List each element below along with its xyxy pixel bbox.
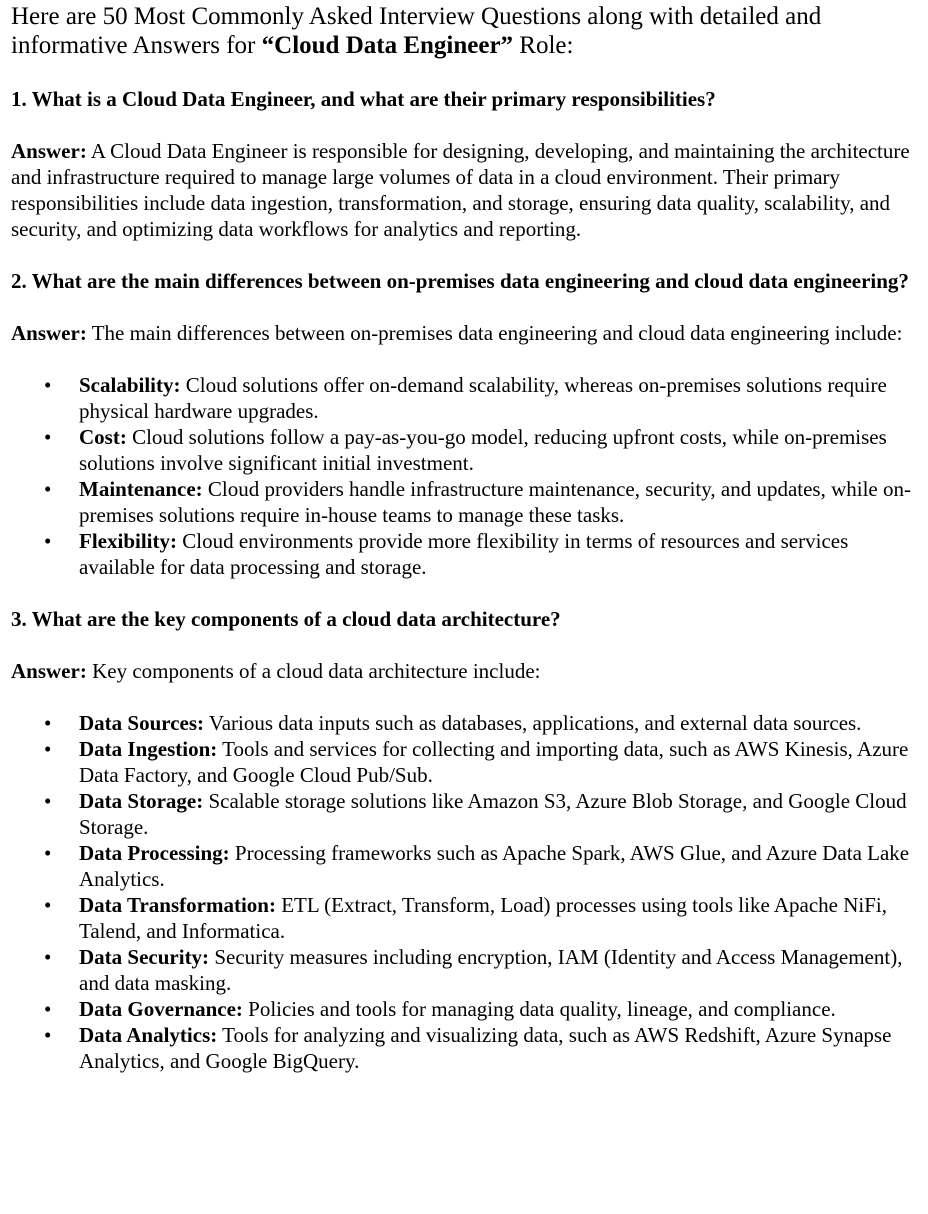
list-item-term: Data Sources: xyxy=(79,711,205,735)
list-item-text: ETL (Extract, Transform, Load) processes using tools like Apache NiFi, Talend, and Informatica. xyxy=(79,893,887,943)
bullet-icon: • xyxy=(44,841,52,865)
bullet-icon: • xyxy=(44,737,52,761)
list-item-text: Various data inputs such as databases, applications, and external data sources. xyxy=(204,711,862,735)
answer-3-text: Key components of a cloud data architecture include: xyxy=(86,659,541,683)
list-item-term: Data Governance: xyxy=(79,997,243,1021)
list-item-text: Scalable storage solutions like Amazon S3, Azure Blob Storage, and Google Cloud Storage. xyxy=(79,789,907,839)
list-item-text: Tools and services for collecting and importing data, such as AWS Kinesis, Azure Data Factory, and Google Cloud Pub/Sub. xyxy=(79,737,909,787)
list-item-term: Data Analytics: xyxy=(79,1023,218,1047)
list-item-term: Data Transformation: xyxy=(79,893,276,917)
list-item xyxy=(11,528,928,580)
answer-label: Answer: xyxy=(11,659,87,683)
list-item-text: Cloud solutions follow a pay-as-you-go model, reducing upfront costs, while on-premises solutions involve significant initial investment. xyxy=(79,425,887,475)
question-3: 3. What are the key components of a cloud data architecture? xyxy=(11,607,561,631)
document-page xyxy=(0,2,928,1214)
list-item-term: Flexibility: xyxy=(79,529,177,553)
intro-text-end: Role: xyxy=(513,32,574,59)
list-item-term: Data Security: xyxy=(79,945,210,969)
answer-1-text: A Cloud Data Engineer is responsible for designing, developing, and maintaining the architecture and infrastructure required to manage large volumes of data in a cloud environment. Their primary responsibilities include data ingestion, transformation, and storage, ensuring data quality, scalability, and security, and optimizing data workflows for analytics and reporting. xyxy=(11,139,910,241)
bullet-icon: • xyxy=(44,789,52,813)
list-item xyxy=(11,944,928,996)
bullet-icon: • xyxy=(44,477,52,501)
intro-paragraph xyxy=(11,2,928,60)
list-item-term: Maintenance: xyxy=(79,477,203,501)
intro-text: Here are 50 Most Commonly Asked Interview Questions along with detailed and informative Answers for xyxy=(11,3,822,59)
answer-3-list xyxy=(11,710,928,1074)
intro-role: “Cloud Data Engineer” xyxy=(261,32,514,59)
list-item-text: Cloud providers handle infrastructure maintenance, security, and updates, while on-premises solutions require in-house teams to manage these tasks. xyxy=(79,477,911,527)
question-2: 2. What are the main differences between on-premises data engineering and cloud data engineering? xyxy=(11,269,909,293)
answer-2 xyxy=(11,320,928,346)
list-item-term: Data Processing: xyxy=(79,841,230,865)
list-item xyxy=(11,788,928,840)
bullet-icon: • xyxy=(44,529,52,553)
list-item-text: Processing frameworks such as Apache Spark, AWS Glue, and Azure Data Lake Analytics. xyxy=(79,841,910,891)
question-1: 1. What is a Cloud Data Engineer, and what are their primary responsibilities? xyxy=(11,87,716,111)
bullet-icon: • xyxy=(44,1023,52,1047)
list-item xyxy=(11,372,928,424)
list-item-text: Policies and tools for managing data quality, lineage, and compliance. xyxy=(242,997,836,1021)
list-item xyxy=(11,424,928,476)
answer-label: Answer: xyxy=(11,139,87,163)
list-item-term: Scalability: xyxy=(79,373,181,397)
list-item-text: Cloud environments provide more flexibility in terms of resources and services available for data processing and storage. xyxy=(79,529,849,579)
answer-1 xyxy=(11,138,928,242)
answer-label: Answer: xyxy=(11,321,87,345)
list-item xyxy=(11,840,928,892)
list-item-text: Cloud solutions offer on-demand scalability, whereas on-premises solutions require physical hardware upgrades. xyxy=(79,373,887,423)
list-item xyxy=(11,736,928,788)
list-item-term: Data Ingestion: xyxy=(79,737,218,761)
list-item xyxy=(11,892,928,944)
bullet-icon: • xyxy=(44,373,52,397)
list-item xyxy=(11,1022,928,1074)
list-item-term: Cost: xyxy=(79,425,127,449)
answer-2-list xyxy=(11,372,928,580)
list-item-text: Tools for analyzing and visualizing data, such as AWS Redshift, Azure Synapse Analytics, and Google BigQuery. xyxy=(79,1023,892,1073)
bullet-icon: • xyxy=(44,945,52,969)
list-item-term: Data Storage: xyxy=(79,789,204,813)
bullet-icon: • xyxy=(44,893,52,917)
answer-3 xyxy=(11,658,928,684)
bullet-icon: • xyxy=(44,711,52,735)
list-item xyxy=(11,710,928,736)
list-item xyxy=(11,996,928,1022)
answer-2-text: The main differences between on-premises data engineering and cloud data engineering include: xyxy=(86,321,903,345)
bullet-icon: • xyxy=(44,997,52,1021)
list-item xyxy=(11,476,928,528)
list-item-text: Security measures including encryption, IAM (Identity and Access Management), and data masking. xyxy=(79,945,903,995)
bullet-icon: • xyxy=(44,425,52,449)
